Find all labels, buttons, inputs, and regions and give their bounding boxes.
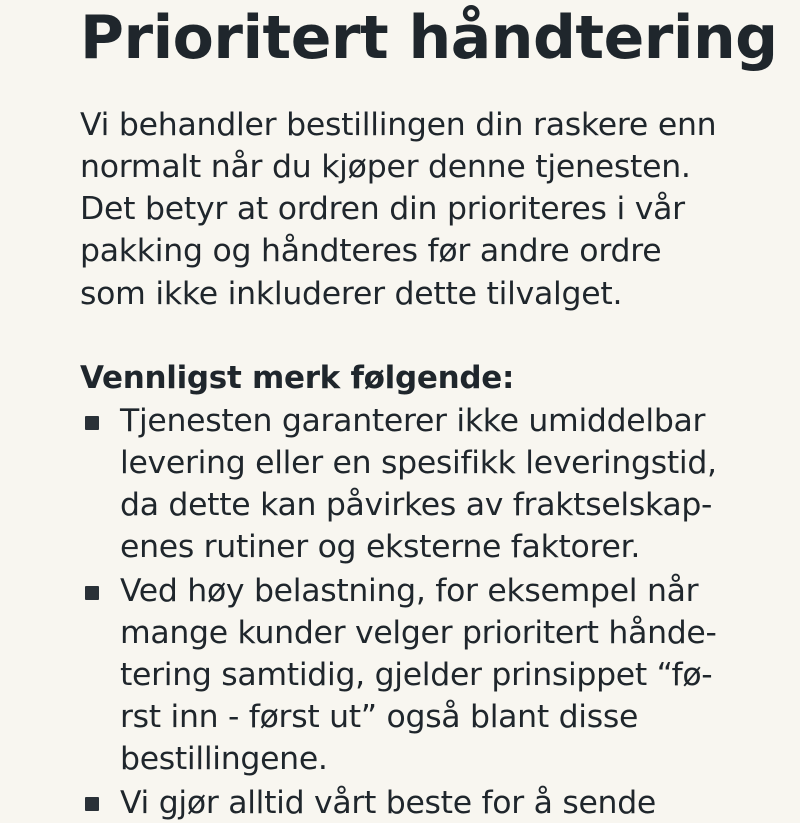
list-item-line: Ved høy belastning, for eksempel når bbox=[120, 573, 699, 609]
intro-line: Vi behandler bestillingen din raskere enn bbox=[80, 107, 717, 143]
intro-line: pakking og håndteres før andre ordre bbox=[80, 233, 662, 269]
list-item-line: rst inn - først ut” også blant disse bbox=[120, 699, 639, 735]
notes-heading: Vennligst merk følgende: bbox=[80, 360, 515, 396]
list-item-line: Tjenesten garanterer ikke umiddelbar bbox=[120, 403, 706, 439]
list-item-line: da dette kan påvirkes av fraktselskap- bbox=[120, 487, 713, 523]
square-bullet-icon bbox=[85, 797, 99, 811]
intro-line: som ikke inkluderer dette tilvalget. bbox=[80, 276, 623, 312]
list-item-line: tering samtidig, gjelder prinsippet “fø- bbox=[120, 657, 713, 693]
list-item-line: levering eller en spesifikk leveringstid, bbox=[120, 445, 717, 481]
document-page bbox=[80, 0, 778, 821]
list-item-line: Vi gjør alltid vårt beste for å sende bbox=[120, 785, 656, 821]
list-item-line: enes rutiner og eksterne faktorer. bbox=[120, 529, 641, 565]
page-title: Prioritert håndtering bbox=[80, 3, 778, 73]
square-bullet-icon bbox=[85, 416, 99, 430]
list-item-line: bestillingene. bbox=[120, 741, 328, 777]
square-bullet-icon bbox=[85, 586, 99, 600]
list-item-line: mange kunder velger prioritert hånde- bbox=[120, 615, 717, 651]
intro-line: normalt når du kjøper denne tjenesten. bbox=[80, 149, 691, 185]
intro-line: Det betyr at ordren din prioriteres i vår bbox=[80, 191, 685, 227]
